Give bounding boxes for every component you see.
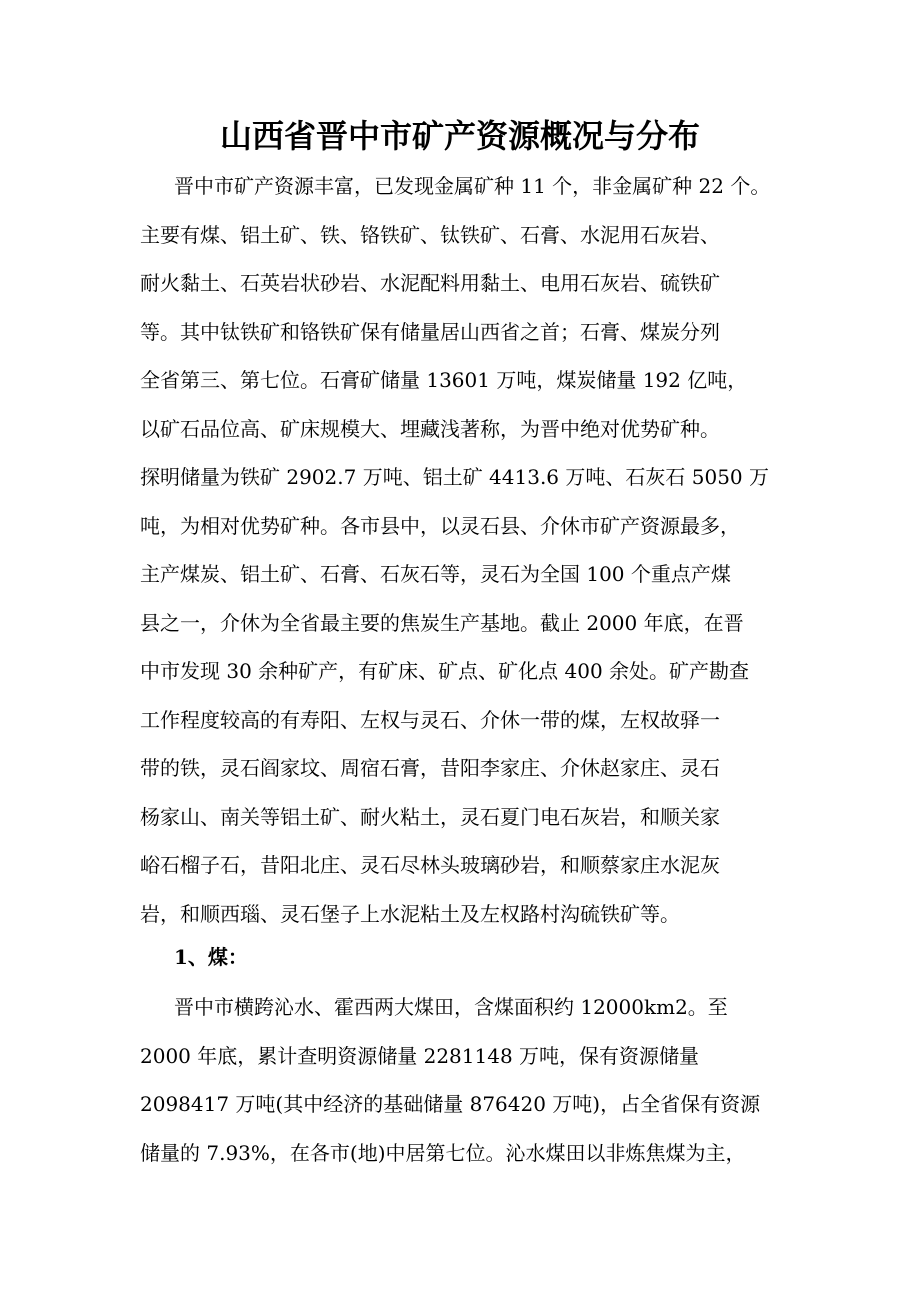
text-line: 杨家山、南关等铝土矿、耐火粘土，灵石夏门电石灰岩，和顺关家 [140, 804, 720, 829]
text-line: 等。其中钛铁矿和铬铁矿保有储量居山西省之首；石膏、煤炭分列 [140, 319, 720, 344]
text-line: 耐火黏土、石英岩状砂岩、水泥配料用黏土、电用石灰岩、硫铁矿 [140, 271, 720, 295]
paragraph-coal [140, 983, 820, 1177]
text-line: 以矿石品位高、矿床规模大、埋藏浅著称，为晋中绝对优势矿种。 [140, 416, 720, 441]
section-heading-coal: 1、煤： [174, 945, 248, 969]
text-line: 岩，和顺西瑙、灵石堡子上水泥粘土及左权路村沟硫铁矿等。 [140, 901, 680, 926]
document-title: 山西省晋中市矿产资源概况与分布 [219, 117, 700, 155]
text-line: 峪石榴子石，昔阳北庄、灵石尽林头玻璃砂岩，和顺蔡家庄水泥灰 [140, 853, 720, 877]
text-line: 2000 年底，累计查明资源储量 2281148 万吨，保有资源储量 [140, 1043, 700, 1068]
text-line: 主产煤炭、铝土矿、石膏、石灰石等，灵石为全国 100 个重点产煤 [140, 562, 731, 586]
text-line: 工作程度较高的有寿阳、左权与灵石、介休一带的煤，左权故驿一 [140, 707, 720, 732]
text-line: 探明储量为铁矿 2902.7 万吨、铝土矿 4413.6 万吨、石灰石 5050 万 [140, 465, 770, 489]
text-line: 主要有煤、铝土矿、铁、铬铁矿、钛铁矿、石膏、水泥用石灰岩、 [140, 222, 720, 247]
text-line: 储量的 7.93%，在各市(地)中居第七位。沁水煤田以非炼焦煤为主， [140, 1140, 746, 1165]
text-line: 吨，为相对优势矿种。各市县中，以灵石县、介休市矿产资源最多， [140, 513, 740, 538]
text-line: 晋中市矿产资源丰富，已发现金属矿种 11 个，非金属矿种 22 个。 [174, 174, 771, 198]
text-line: 晋中市横跨沁水、霍西两大煤田，含煤面积约 12000km2。至 [174, 995, 728, 1019]
text-line: 县之一，介休为全省最主要的焦炭生产基地。截止 2000 年底，在晋 [140, 610, 744, 635]
text-line: 全省第三、第七位。石膏矿储量 13601 万吨，煤炭储量 192 亿吨， [140, 368, 748, 392]
text-line: 中市发现 30 余种矿产，有矿床、矿点、矿化点 400 余处。矿产勘查 [140, 659, 750, 683]
text-line: 2098417 万吨(其中经济的基础储量 876420 万吨)，占全省保有资源 [140, 1092, 761, 1116]
paragraph-overview [140, 162, 820, 938]
text-line: 带的铁，灵石阎家坟、周宿石膏，昔阳李家庄、介休赵家庄、灵石 [140, 756, 720, 780]
